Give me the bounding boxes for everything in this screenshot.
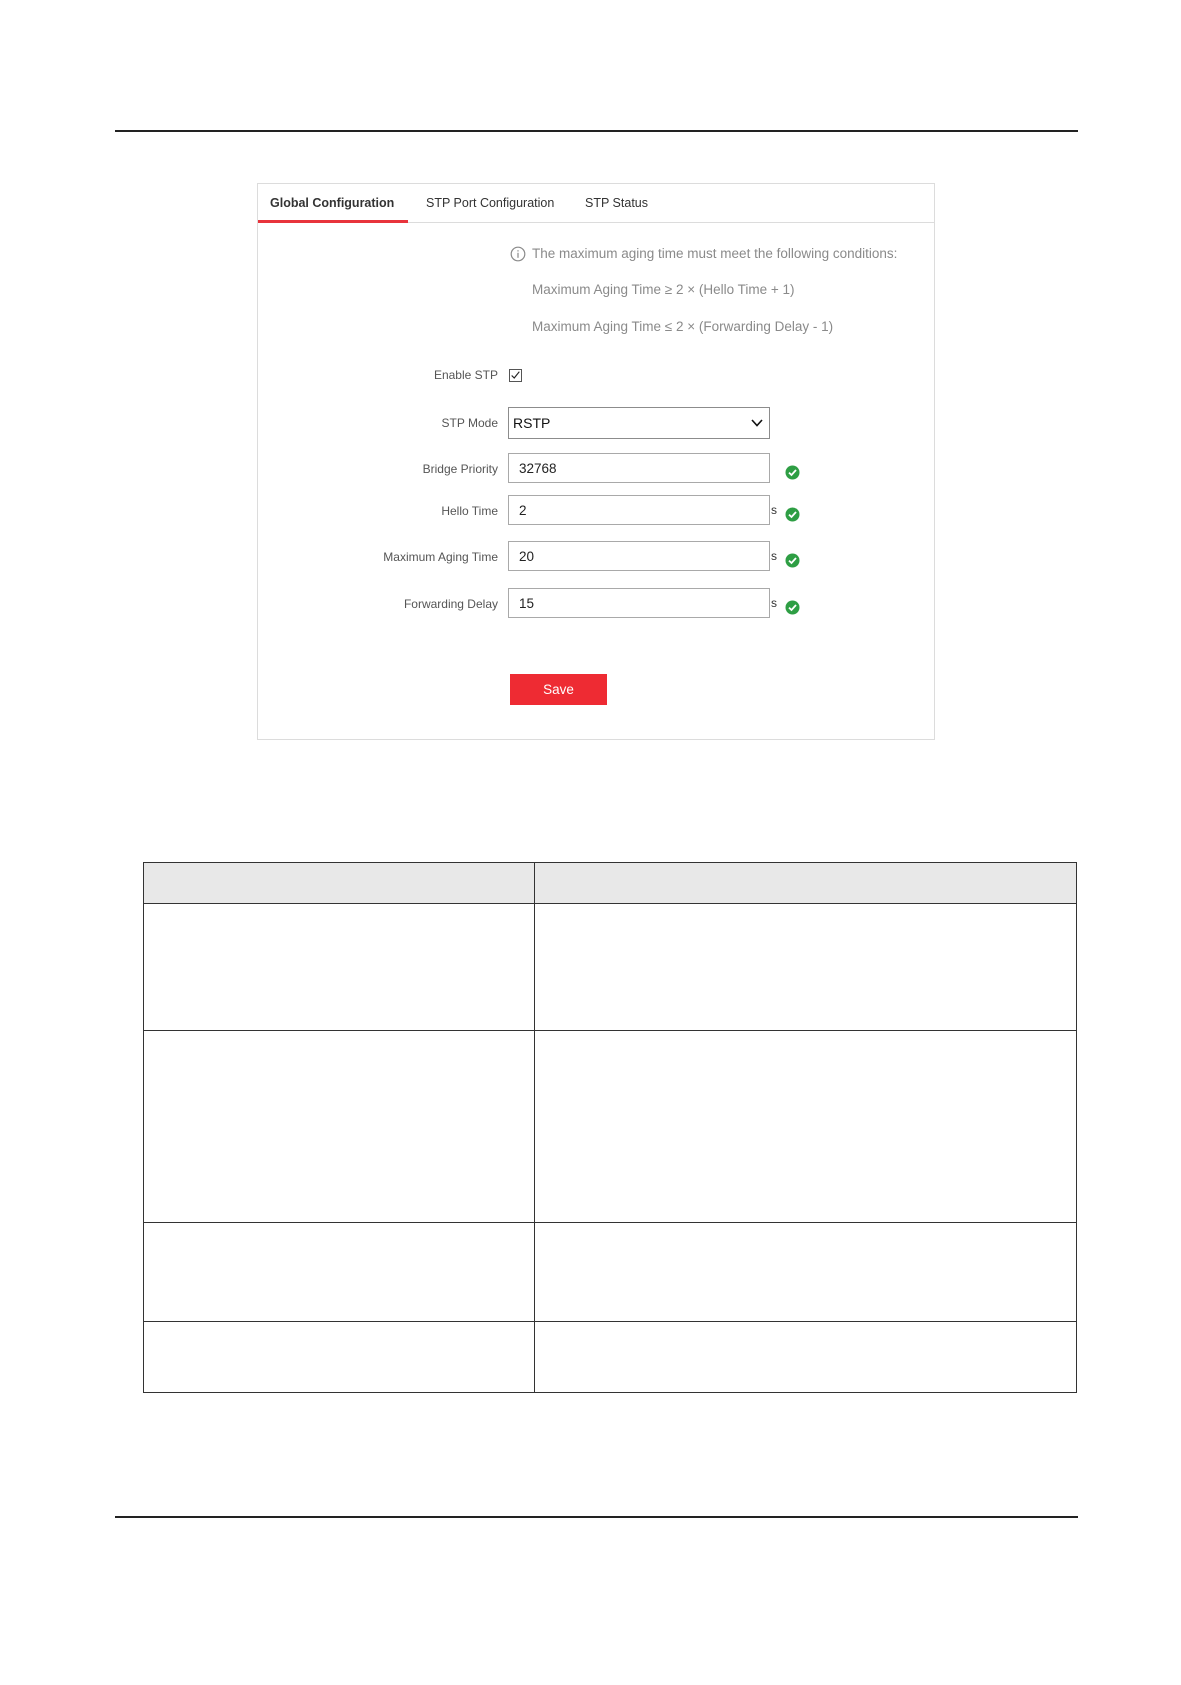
table-row — [144, 1223, 1077, 1322]
bridge-priority-label: Bridge Priority — [422, 462, 498, 476]
check-circle-icon — [785, 507, 800, 522]
check-circle-icon — [785, 553, 800, 568]
forwarding-delay-input[interactable] — [508, 588, 770, 618]
forwarding-delay-unit: s — [771, 596, 777, 610]
info-circle-icon — [510, 246, 526, 262]
chevron-down-icon — [751, 418, 763, 428]
stp-config-panel — [257, 183, 935, 740]
check-circle-icon — [785, 600, 800, 615]
table-cell — [144, 1223, 535, 1322]
stp-mode-value: RSTP — [513, 415, 551, 431]
stp-mode-label: STP Mode — [441, 416, 498, 430]
tab-stp-port-configuration[interactable]: STP Port Configuration — [426, 196, 555, 210]
header-rule — [115, 130, 1078, 132]
tab-global-configuration[interactable]: Global Configuration — [258, 184, 408, 223]
max-aging-time-label: Maximum Aging Time — [383, 550, 498, 564]
check-circle-icon — [785, 465, 800, 480]
table-cell — [535, 1322, 1077, 1393]
aging-time-condition-1: Maximum Aging Time ≥ 2 × (Hello Time + 1) — [532, 282, 795, 297]
table-header-row — [144, 863, 1077, 904]
bridge-priority-input[interactable] — [508, 453, 770, 483]
max-aging-time-unit: s — [771, 549, 777, 563]
enable-stp-label: Enable STP — [433, 368, 498, 382]
checkmark-icon — [510, 370, 521, 381]
table-cell — [144, 904, 535, 1031]
table-cell — [535, 1223, 1077, 1322]
hello-time-unit: s — [771, 503, 777, 517]
footer-rule — [115, 1516, 1078, 1518]
table-row — [144, 1031, 1077, 1223]
table-header-cell — [144, 863, 535, 904]
aging-time-condition-2: Maximum Aging Time ≤ 2 × (Forwarding Delay - 1) — [532, 319, 834, 334]
parameter-table — [143, 862, 1077, 1393]
forwarding-delay-label: Forwarding Delay — [403, 597, 498, 611]
table-cell — [535, 904, 1077, 1031]
table-cell — [144, 1322, 535, 1393]
table-row — [144, 904, 1077, 1031]
max-aging-time-input[interactable] — [508, 541, 770, 571]
stp-mode-select[interactable] — [508, 407, 770, 439]
table-cell — [144, 1031, 535, 1223]
tab-stp-status[interactable]: STP Status — [585, 196, 648, 210]
save-button[interactable]: Save — [510, 674, 607, 705]
hello-time-input[interactable] — [508, 495, 770, 525]
tab-bar — [258, 184, 934, 223]
table-row — [144, 1322, 1077, 1393]
aging-time-notice: The maximum aging time must meet the following conditions: — [532, 246, 898, 261]
table-cell — [535, 1031, 1077, 1223]
hello-time-label: Hello Time — [441, 504, 498, 518]
enable-stp-checkbox[interactable] — [509, 369, 522, 382]
table-header-cell — [535, 863, 1077, 904]
